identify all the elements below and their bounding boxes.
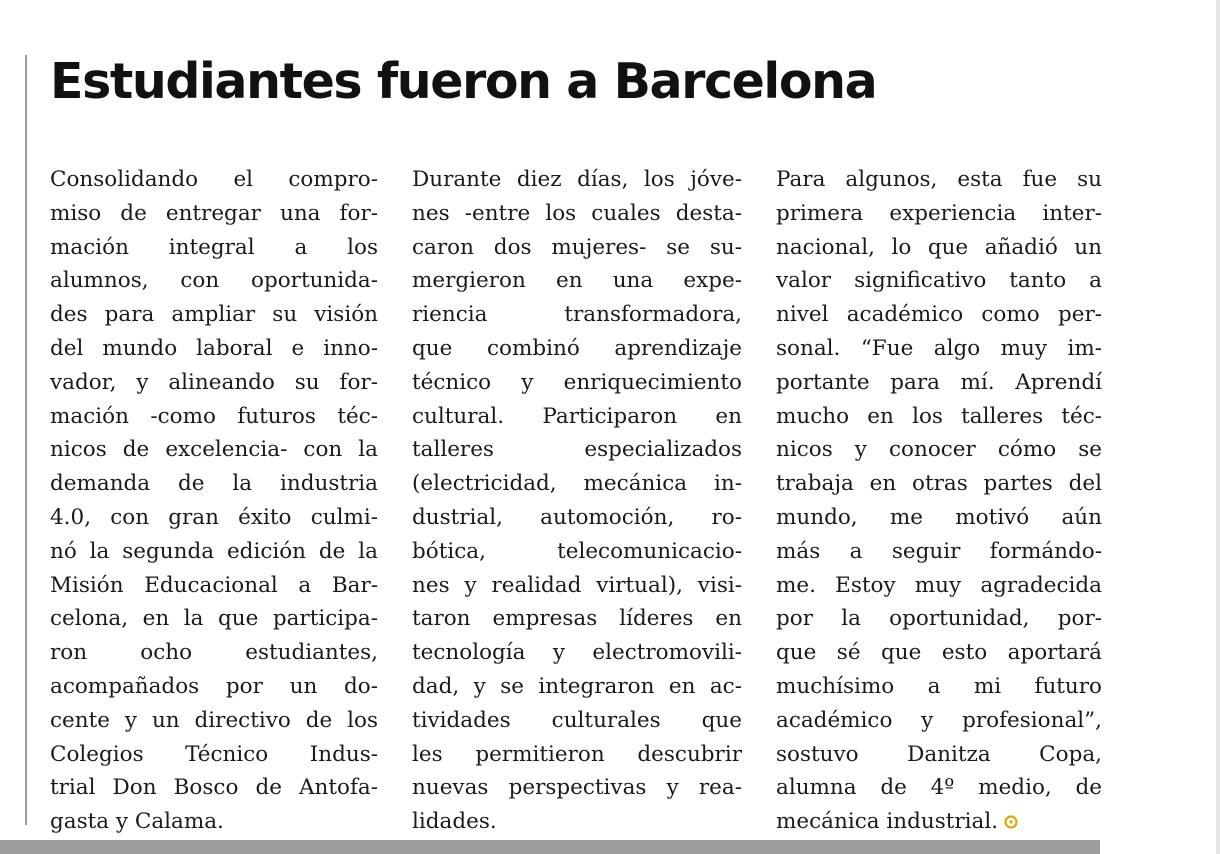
text-line: 4.0, con gran éxito culmi- [50,504,378,530]
article-column-1 [50,163,378,839]
text-line: nacional, lo que añadió un [776,234,1102,260]
text-line: Consolidando el compro- [50,167,378,192]
text-line: dustrial, automoción, ro- [412,504,742,530]
left-column-rule [25,55,27,825]
text-line: nó la segunda edición de la [50,538,378,564]
article-column-3 [776,163,1102,839]
article-column-2 [412,163,742,839]
text-line: riencia transformadora, [412,302,742,328]
text-line: trial Don Bosco de Antofa- [50,775,378,801]
text-line: trabaja en otras partes del [776,471,1102,497]
text-line: lidades. [412,809,497,835]
text-line: mación integral a los [50,234,378,260]
text-line: técnico y enriquecimiento [412,369,742,395]
text-line: académico y profesional”, [776,707,1102,733]
text-line: nicos y conocer cómo se [776,437,1102,463]
text-line: mundo, me motivó aún [776,504,1102,530]
text-line: caron dos mujeres- se su- [412,234,742,260]
text-line: Durante diez días, los jóve- [412,167,742,192]
text-line: cente y un directivo de los [50,707,378,733]
text-line: mucho en los talleres téc- [776,403,1102,429]
text-line: celona, en la que participa- [50,606,378,632]
text-line: mación -como futuros téc- [50,403,378,429]
text-line: muchísimo a mi futuro [776,673,1102,699]
bottom-rule [0,840,1100,854]
text-line: valor significativo tanto a [776,268,1102,294]
text-line: Para algunos, esta fue su [776,167,1102,192]
text-line: talleres especializados [412,437,742,463]
text-line: tecnología y electromovili- [412,640,742,666]
text-line: gasta y Calama. [50,809,224,835]
text-line: tividades culturales que [412,707,742,733]
text-line: nivel académico como per- [776,302,1102,328]
text-line: que combinó aprendizaje [412,335,742,361]
text-line: acompañados por un do- [50,673,378,699]
text-line: bótica, telecomunicacio- [412,538,742,564]
text-line: que sé que esto aportará [776,640,1102,666]
text-line: dad, y se integraron en ac- [412,673,742,699]
text-line: vador, y alineando su for- [50,369,378,395]
text-line: nuevas perspectivas y rea- [412,775,742,801]
text-line: Colegios Técnico Indus- [50,741,378,767]
text-line: mergieron en una expe- [412,268,742,294]
article-headline: Estudiantes fueron a Barcelona [50,53,877,110]
text-line: taron empresas líderes en [412,606,742,632]
text-line-final [776,805,1102,839]
text-line: demanda de la industria [50,471,378,497]
page-edge-shadow [1216,0,1220,854]
article-end-icon [1004,806,1018,820]
text-line: nes -entre los cuales desta- [412,200,742,226]
text-line: del mundo laboral e inno- [50,335,378,361]
text-line: sonal. “Fue algo muy im- [776,335,1102,361]
text-line: sostuvo Danitza Copa, [776,741,1102,767]
text-line: más a seguir formándo- [776,538,1102,564]
text-line: cultural. Participaron en [412,403,742,429]
text-line: les permitieron descubrir [412,741,742,767]
text-line: alumnos, con oportunida- [50,268,378,294]
text-line: Misión Educacional a Bar- [50,572,378,598]
text-line: des para ampliar su visión [50,302,378,328]
text-line: nes y realidad virtual), visi- [412,572,742,598]
text-line: miso de entregar una for- [50,200,378,226]
text-line: nicos de excelencia- con la [50,437,378,463]
text-line: primera experiencia inter- [776,200,1102,226]
text-line: portante para mí. Aprendí [776,369,1102,395]
text-line: por la oportunidad, por- [776,606,1102,632]
text-line: alumna de 4º medio, de [776,775,1102,801]
text-line: (electricidad, mecánica in- [412,471,742,497]
text-line: mecánica industrial. [776,809,999,835]
text-line: me. Estoy muy agradecida [776,572,1102,598]
text-line: ron ocho estudiantes, [50,640,378,666]
